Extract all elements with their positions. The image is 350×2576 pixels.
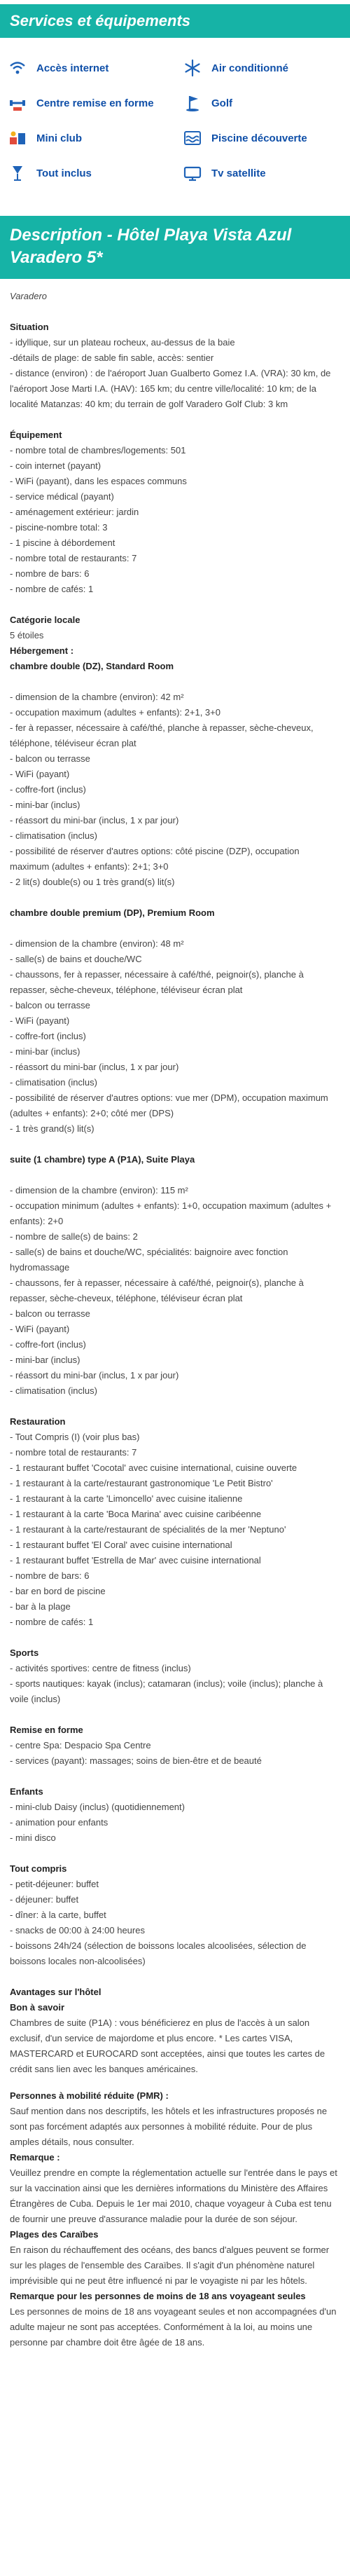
enfants-line: - animation pour enfants (10, 1817, 108, 1828)
snowflake-icon (183, 59, 202, 77)
room-line: - balcon ou terrasse (10, 1000, 90, 1010)
room-line: - dimension de la chambre (environ): 48 m² (10, 938, 184, 949)
room-line: - chaussons, fer à repasser, nécessaire à café/thé, peignoir(s), planche à repasser, sèche-cheveux, téléphone, téléviseur écran plat (10, 969, 304, 995)
amenity-mini-club (0, 121, 175, 156)
room-line: - WiFi (payant) (10, 1324, 70, 1334)
equipement-line: - nombre total de restaurants: 7 (10, 553, 137, 563)
room-line: - nombre de salle(s) de bains: 2 (10, 1231, 138, 1242)
tout-compris-line: - boissons 24h/24 (sélection de boissons locales alcoolisées, sélection de boissons locales non-alcoolisées) (10, 1940, 307, 1966)
sports-heading: Sports (10, 1647, 39, 1658)
room-line: - dimension de la chambre (environ): 42 m² (10, 692, 184, 702)
amenity-tv (175, 156, 350, 191)
amenity-pool (175, 121, 350, 156)
room-line: - coffre-fort (inclus) (10, 784, 86, 795)
bon-a-savoir-heading: Bon à savoir (10, 2002, 65, 2013)
restauration-line: - bar en bord de piscine (10, 1586, 106, 1596)
remarque-minors-text: Les personnes de moins de 18 ans voyageant seules et non accompagnées d'un adulte majeur ne sont pas acceptées. Conformément à la loi, au moins une personne par chambre doit être âgée de 18 ans. (10, 2306, 337, 2348)
tout-compris-line: - snacks de 00:00 à 24:00 heures (10, 1925, 145, 1936)
categorie-value: 5 étoiles (10, 630, 44, 640)
equipement-line: - nombre de bars: 6 (10, 568, 90, 579)
room-line: - climatisation (inclus) (10, 830, 97, 841)
room-line: - coffre-fort (inclus) (10, 1339, 86, 1350)
amenity-internet (0, 50, 175, 85)
hebergement-heading: Hébergement : (10, 645, 74, 656)
equipement-line: - coin internet (payant) (10, 460, 102, 471)
remarque-heading: Remarque : (10, 2152, 60, 2163)
room-line: - possibilité de réserver d'autres options: vue mer (DPM), occupation maximum (adultes + enfants): 2+0; côté mer (DPS) (10, 1092, 328, 1118)
room-line: - WiFi (payant) (10, 769, 70, 779)
restauration-line: - nombre total de restaurants: 7 (10, 1447, 137, 1458)
pmr-heading: Personnes à mobilité réduite (PMR) : (10, 2090, 169, 2101)
amenity-label: Piscine découverte (211, 132, 307, 144)
tout-compris-line: - petit-déjeuner: buffet (10, 1879, 99, 1889)
restauration-line: - nombre de cafés: 1 (10, 1617, 94, 1627)
restauration-line: - 1 restaurant buffet 'Estrella de Mar' avec cuisine international (10, 1555, 261, 1566)
services-title: Services et équipements (10, 12, 191, 29)
situation-line: - idyllique, sur un plateau rocheux, au-dessus de la baie (10, 337, 235, 348)
wifi-icon (8, 59, 27, 77)
services-header (0, 4, 350, 38)
bon-a-savoir-text: Chambres de suite (P1A) : vous bénéficierez en plus de l'accès à un salon exclusif, d'un service de majordome et plus encore. * Les cartes VISA, MASTERCARD et EUROCARD sont acceptées, ainsi que toutes les cartes de crédit sans lien avec les banques américaines. (10, 2017, 326, 2074)
room-line: - mini-bar (inclus) (10, 800, 80, 810)
enfants-heading: Enfants (10, 1786, 43, 1797)
plages-heading: Plages des Caraïbes (10, 2229, 99, 2240)
tout-compris-heading: Tout compris (10, 1863, 67, 1874)
room-line: - climatisation (inclus) (10, 1385, 97, 1396)
tout-compris-line: - dîner: à la carte, buffet (10, 1910, 106, 1920)
all-inclusive-icon (8, 164, 27, 182)
equipement-line: - service médical (payant) (10, 491, 114, 502)
pmr-text: Sauf mention dans nos descriptifs, les hôtels et les infrastructures proposés ne sont pas forcément adaptés aux personnes à mobilité réduite. Pour de plus amples détails, nous consulter. (10, 2106, 328, 2147)
room-title: suite (1 chambre) type A (P1A), Suite Playa (10, 1154, 195, 1165)
room-line: - occupation minimum (adultes + enfants): 1+0, occupation maximum (adultes + enfants): 2+0 (10, 1200, 332, 1226)
room-line: - 1 très grand(s) lit(s) (10, 1123, 94, 1134)
avantages-heading: Avantages sur l'hôtel (10, 1987, 102, 1997)
amenity-label: Air conditionné (211, 62, 288, 74)
room-line: - réassort du mini-bar (inclus, 1 x par jour) (10, 1370, 179, 1381)
city-name: Varadero (10, 291, 47, 301)
restauration-line: - Tout Compris (I) (voir plus bas) (10, 1432, 140, 1442)
room-title: chambre double (DZ), Standard Room (10, 661, 174, 671)
amenity-label: Tout inclus (36, 167, 92, 179)
remise-line: - centre Spa: Despacio Spa Centre (10, 1740, 151, 1751)
golf-icon (183, 94, 202, 112)
restauration-line: - 1 restaurant à la carte 'Boca Marina' avec cuisine caribéenne (10, 1509, 262, 1519)
pool-icon (183, 129, 202, 147)
amenity-air-conditioning (175, 50, 350, 85)
enfants-line: - mini-club Daisy (inclus) (quotidiennement) (10, 1802, 185, 1812)
equipement-line: - piscine-nombre total: 3 (10, 522, 108, 533)
restauration-line: - bar à la plage (10, 1601, 71, 1612)
remarque-minors-heading: Remarque pour les personnes de moins de 18 ans voyageant seules (10, 2291, 306, 2301)
room-line: - climatisation (inclus) (10, 1077, 97, 1088)
room-line: - mini-bar (inclus) (10, 1355, 80, 1365)
room-line: - salle(s) de bains et douche/WC, spécialités: baignoire avec fonction hydromassage (10, 1247, 288, 1273)
restauration-line: - 1 restaurant à la carte 'Limoncello' avec cuisine italienne (10, 1493, 243, 1504)
equipement-line: - aménagement extérieur: jardin (10, 507, 139, 517)
room-line: - WiFi (payant) (10, 1015, 70, 1026)
sports-line: - sports nautiques: kayak (inclus); catamaran (inclus); voile (inclus); planche à voile (inclus) (10, 1678, 323, 1704)
amenities-grid (0, 38, 350, 200)
room-line: - occupation maximum (adultes + enfants): 2+1, 3+0 (10, 707, 220, 718)
amenity-label: Centre remise en forme (36, 97, 154, 109)
equipement-line: - nombre de cafés: 1 (10, 584, 94, 594)
enfants-line: - mini disco (10, 1832, 56, 1843)
room-line: - réassort du mini-bar (inclus, 1 x par jour) (10, 815, 179, 825)
amenity-fitness (0, 85, 175, 121)
room-line: - mini-bar (inclus) (10, 1046, 80, 1057)
situation-line: - distance (environ) : de l'aéroport Juan Gualberto Gomez I.A. (VRA): 30 km, de l'aéroport Jose Marti I.A. (HAV): 165 km; du centre ville/localité: 10 km; de la localité Matanzas: 40 km; du terrain de golf Varadero Golf Club: 3 km (10, 368, 331, 409)
remise-line: - services (payant): massages; soins de bien-être et de beauté (10, 1755, 262, 1766)
room-title: chambre double premium (DP), Premium Room (10, 907, 215, 918)
equipement-line: - WiFi (payant), dans les espaces communs (10, 476, 187, 486)
equipement-line: - 1 piscine à débordement (10, 537, 115, 548)
room-line: - coffre-fort (inclus) (10, 1031, 86, 1041)
room-line: - 2 lit(s) double(s) ou 1 très grand(s) lit(s) (10, 877, 175, 887)
room-line: - possibilité de réserver d'autres options: côté piscine (DZP), occupation maximum (adultes + enfants): 2+1; 3+0 (10, 846, 300, 872)
description-header (0, 216, 350, 279)
amenity-label: Mini club (36, 132, 82, 144)
situation-heading: Situation (10, 322, 49, 332)
restauration-line: - 1 restaurant buffet 'Cocotal' avec cuisine international, cuisine ouverte (10, 1462, 298, 1473)
room-line: - balcon ou terrasse (10, 1308, 90, 1319)
tv-icon (183, 164, 202, 182)
amenity-label: Golf (211, 97, 232, 109)
equipement-line: - nombre total de chambres/logements: 501 (10, 445, 186, 455)
sports-line: - activités sportives: centre de fitness (inclus) (10, 1663, 191, 1673)
plages-text: En raison du réchauffement des océans, des bancs d'algues peuvent se former sur les plages de l'ensemble des Caraïbes. Il s'agit d'un phénomène naturel imprévisible qui ne peut être influencé ni par le voyagiste ni par les hôtels. (10, 2245, 330, 2286)
kids-icon (8, 129, 27, 147)
restauration-heading: Restauration (10, 1416, 66, 1427)
equipement-heading: Équipement (10, 430, 62, 440)
restauration-line: - 1 restaurant à la carte/restaurant gastronomique 'Le Petit Bistro' (10, 1478, 273, 1488)
restauration-line: - 1 restaurant à la carte/restaurant de spécialités de la mer 'Neptuno' (10, 1524, 286, 1535)
restauration-line: - 1 restaurant buffet 'El Coral' avec cuisine international (10, 1540, 232, 1550)
room-line: - salle(s) de bains et douche/WC (10, 954, 142, 964)
room-line: - réassort du mini-bar (inclus, 1 x par jour) (10, 1062, 179, 1072)
remarque-text: Veuillez prendre en compte la réglementation actuelle sur l'entrée dans le pays et sur la vaccination ainsi que les dernières informations du Ministère des Affaires Étrangères de Cuba. Depuis le 1er mai 2010, chaque voyageur à Cuba est tenu de fournir une preuve d'assurance maladie pour la durée de son séjour. (10, 2167, 337, 2224)
room-line: - dimension de la chambre (environ): 115 m² (10, 1185, 188, 1195)
fitness-icon (8, 94, 27, 112)
amenity-label: Accès internet (36, 62, 109, 74)
amenity-label: Tv satellite (211, 167, 266, 179)
description-body (0, 279, 350, 2350)
tout-compris-line: - déjeuner: buffet (10, 1894, 79, 1905)
amenity-golf (175, 85, 350, 121)
situation-line: -détails de plage: de sable fin sable, accès: sentier (10, 352, 214, 363)
remise-heading: Remise en forme (10, 1725, 83, 1735)
room-line: - balcon ou terrasse (10, 753, 90, 764)
categorie-heading: Catégorie locale (10, 615, 80, 625)
amenity-all-inclusive (0, 156, 175, 191)
room-line: - chaussons, fer à repasser, nécessaire à café/thé, peignoir(s), planche à repasser, sèche-cheveux, téléphone, téléviseur écran plat (10, 1277, 304, 1303)
room-line: - fer à repasser, nécessaire à café/thé, planche à repasser, sèche-cheveux, téléphone, téléviseur écran plat (10, 722, 314, 748)
description-title: Description - Hôtel Playa Vista Azul Varadero 5* (10, 226, 292, 267)
restauration-line: - nombre de bars: 6 (10, 1570, 90, 1581)
